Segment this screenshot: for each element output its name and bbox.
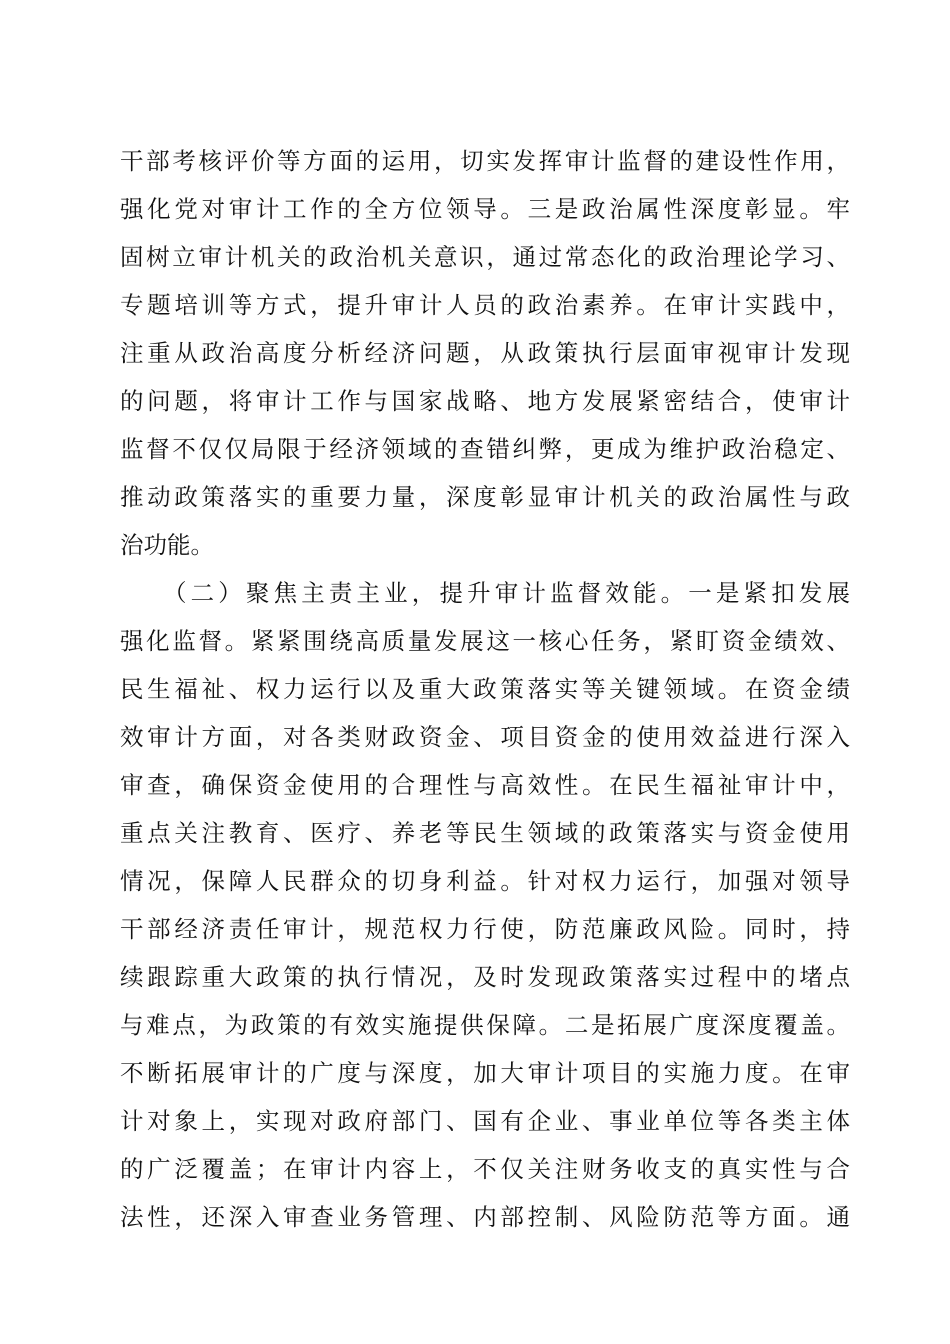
text-line: 的问题，将审计工作与国家战略、地方发展紧密结合，使审计 xyxy=(120,387,850,415)
section-heading-line: （二）聚焦主责主业，提升审计监督效能。一是紧扣发展 xyxy=(163,579,850,607)
text-line: 计对象上，实现对政府部门、国有企业、事业单位等各类主体 xyxy=(120,1107,850,1135)
text-line: 监督不仅仅局限于经济领域的查错纠弊，更成为维护政治稳定、 xyxy=(120,435,850,463)
text-line: 注重从政治高度分析经济问题，从政策执行层面审视审计发现 xyxy=(120,339,850,367)
text-line: 情况，保障人民群众的切身利益。针对权力运行，加强对领导 xyxy=(120,867,850,895)
text-line: 干部经济责任审计，规范权力行使，防范廉政风险。同时，持 xyxy=(120,915,850,943)
text-line: 法性，还深入审查业务管理、内部控制、风险防范等方面。通 xyxy=(120,1203,850,1231)
text-line: 干部考核评价等方面的运用，切实发挥审计监督的建设性作用， xyxy=(120,147,850,175)
text-line: 强化监督。紧紧围绕高质量发展这一核心任务，紧盯资金绩效、 xyxy=(120,627,850,655)
text-line: 审查，确保资金使用的合理性与高效性。在民生福祉审计中， xyxy=(120,771,850,799)
text-line: 推动政策落实的重要力量，深度彰显审计机关的政治属性与政 xyxy=(120,483,850,511)
text-line: 民生福祉、权力运行以及重大政策落实等关键领域。在资金绩 xyxy=(120,675,850,703)
text-line: 强化党对审计工作的全方位领导。三是政治属性深度彰显。牢 xyxy=(120,195,850,223)
text-line: 治功能。 xyxy=(120,531,214,559)
text-line: 不断拓展审计的广度与深度，加大审计项目的实施力度。在审 xyxy=(120,1059,850,1087)
text-line: 的广泛覆盖；在审计内容上，不仅关注财务收支的真实性与合 xyxy=(120,1155,850,1183)
text-line: 效审计方面，对各类财政资金、项目资金的使用效益进行深入 xyxy=(120,723,850,751)
text-line: 与难点，为政策的有效实施提供保障。二是拓展广度深度覆盖。 xyxy=(120,1011,850,1039)
text-line: 重点关注教育、医疗、养老等民生领域的政策落实与资金使用 xyxy=(120,819,850,847)
text-line: 固树立审计机关的政治机关意识，通过常态化的政治理论学习、 xyxy=(120,243,850,271)
text-line: 专题培训等方式，提升审计人员的政治素养。在审计实践中， xyxy=(120,291,850,319)
text-line: 续跟踪重大政策的执行情况，及时发现政策落实过程中的堵点 xyxy=(120,963,850,991)
